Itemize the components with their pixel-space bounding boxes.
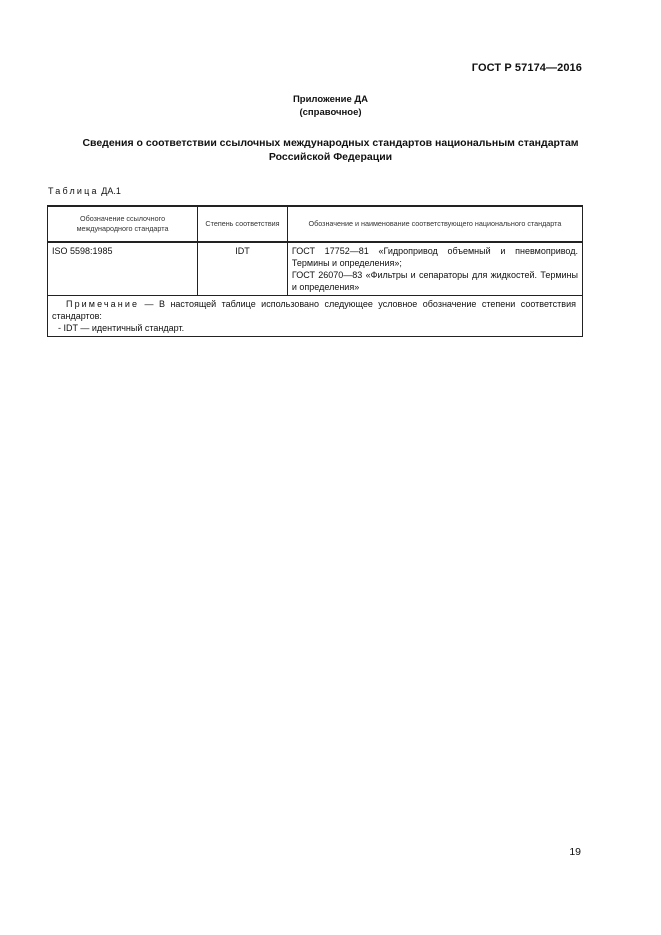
table-caption (48, 186, 121, 196)
note-paragraph (52, 298, 576, 322)
cell-degree: IDT (198, 242, 288, 296)
national-standard-entry-2: ГОСТ 26070—83 «Фильтры и сепараторы для жидкостей. Термины и определения» (291, 270, 578, 292)
header-degree-of-correspondence: Степень соответствия (198, 206, 288, 242)
table-note (48, 296, 583, 337)
appendix-heading (0, 93, 661, 119)
table-header-row (48, 206, 583, 242)
header-national-standard: Обозначение и наименование соответствующего национального стандарта (287, 206, 582, 242)
cell-international-standard: ISO 5598:1985 (48, 242, 198, 296)
header-international-standard: Обозначение ссылочного международного стандарта (48, 206, 198, 242)
page-number: 19 (569, 846, 581, 858)
note-label: Примечание (66, 299, 140, 309)
table-row (48, 242, 583, 296)
note-text: — В настоящей таблице использовано следующее условное обозначение степени соответствия стандартов: (52, 299, 576, 321)
section-title-line2: Российской Федерации (268, 151, 393, 163)
cell-national-standard (287, 242, 582, 296)
section-title (40, 136, 621, 164)
table-note-row (48, 296, 583, 337)
note-item: - IDT — идентичный стандарт. (58, 323, 185, 333)
standards-correspondence-table (47, 205, 583, 337)
national-standard-entry-1: ГОСТ 17752—81 «Гидропривод объемный и пневмопривод. Термины и определения»; (291, 246, 578, 268)
document-number: ГОСТ Р 57174—2016 (471, 62, 582, 74)
appendix-subtitle: (справочное) (299, 107, 362, 118)
appendix-title: Приложение ДА (292, 94, 369, 105)
section-title-line1: Сведения о соответствии ссылочных международных стандартов национальным стандартам (82, 137, 579, 149)
table-caption-number: ДА.1 (101, 186, 121, 196)
table-caption-word: Таблица (48, 186, 99, 196)
